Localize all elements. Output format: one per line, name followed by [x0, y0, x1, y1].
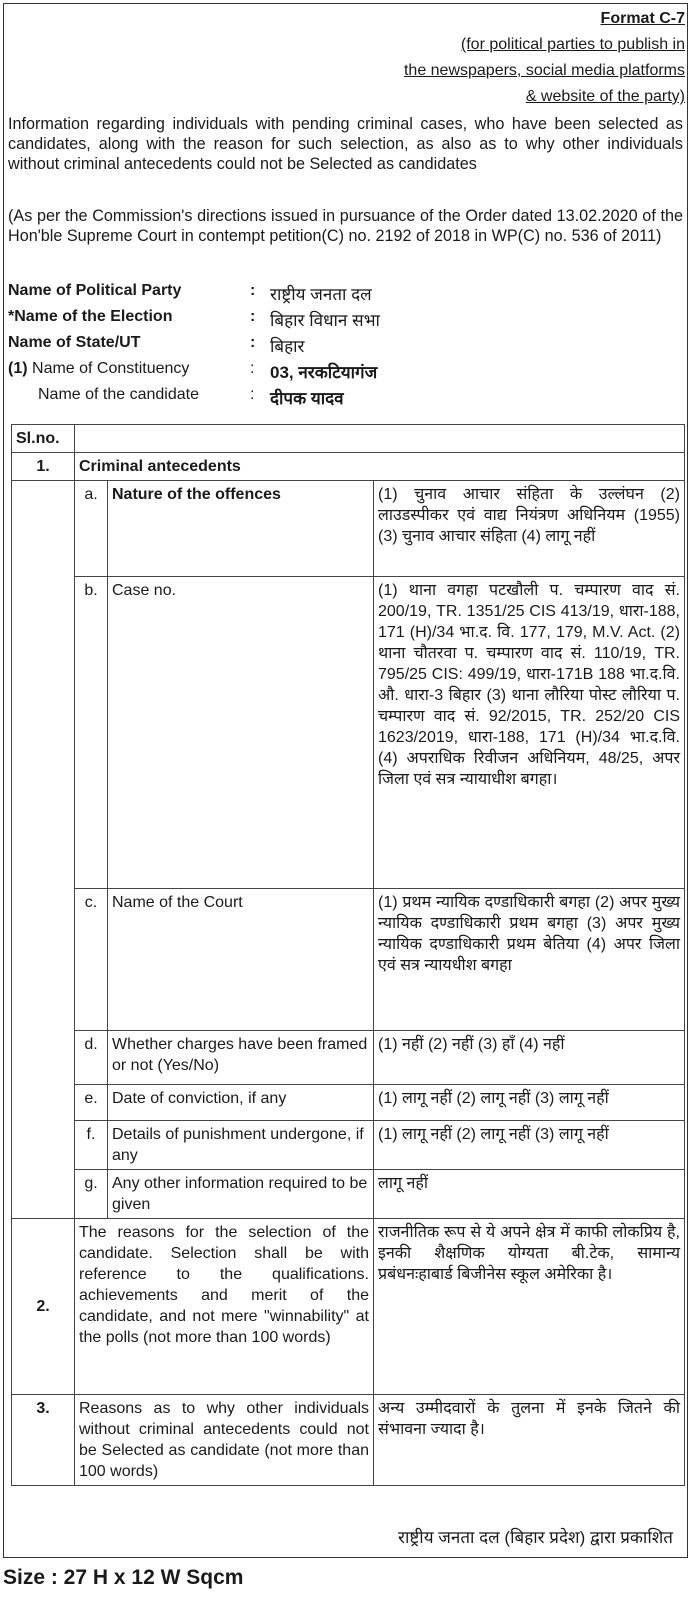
election-row: [8, 308, 608, 334]
section-3-value: अन्य उम्मीदवारों के तुलना में इनके जितने की संभावना ज्यादा है।: [374, 1395, 685, 1486]
candidate-value: दीपक यादव: [270, 389, 344, 408]
table-row: [12, 577, 685, 889]
candidate-row: [8, 386, 608, 412]
constituency-label: Name of Constituency: [32, 360, 190, 377]
row-label: Nature of the offences: [108, 481, 374, 577]
sl-no-header: Sl.no.: [12, 425, 75, 453]
section-3-number: 3.: [12, 1395, 75, 1486]
format-subtitle-line-2: the newspapers, social media platforms: [403, 62, 685, 79]
row-value: (1) थाना वगहा पटखौली प. चम्पारण वाद सं. 200/19, TR. 1351/25 CIS 413/19, धारा-188, 171 (H)/34 भा.द. वि. 177, 179, M.V. Act. (2) थाना चौतरवा प. चम्पारण वाद सं. 110/19, TR. 795/25 CIS: 499/19, धारा-171B 188 भा.द.वि. औ. धारा-3 बिहार (3) थाना लौरिया पोस्ट लौरिया प. चम्पारण वाद सं. 92/2015, TR. 252/20 CIS 1623/2019, धारा-188, 171 (H)/34 भा.द.वि. (4) अपराधिक रिवीजन अधिनियम, 48/25, अपर जिला एवं सत्र न्यायाधीश बगहा।: [374, 577, 685, 889]
row-letter: c.: [75, 889, 108, 1031]
section-2-row: [12, 1219, 685, 1395]
election-label: *Name of the Election: [8, 308, 173, 325]
constituency-number: (1): [8, 360, 28, 377]
table-row: [12, 889, 685, 1031]
table-header-row: [12, 425, 685, 453]
row-value: (1) प्रथम न्यायिक दण्डाधिकारी बगहा (2) अपर मुख्य न्यायिक दण्डाधिकारी प्रथम बगहा (3) अपर मुख्य न्यायिक दण्डाधिकारी प्रथम बेतिया (4) अपर जिला एवं सत्र न्यायधीश बगहा: [374, 889, 685, 1031]
section-1-blank: [12, 481, 75, 1219]
section-2-value: राजनीतिक रूप से ये अपने क्षेत्र में काफी लोकप्रिय है, इनकी शैक्षणिक योग्यता बी.टेक, सामान्य प्रबंधनःहाबार्ड बिजीनेस स्कूल अमेरिका है।: [374, 1219, 685, 1395]
election-value: बिहार विधान सभा: [270, 311, 380, 330]
row-letter: d.: [75, 1031, 108, 1085]
colon: :: [250, 360, 255, 377]
row-label: Details of punishment undergone, if any: [108, 1121, 374, 1170]
row-value: (1) चुनाव आचार संहिता के उल्लंघन (2) लाउडस्पीकर एवं वाद्य नियंत्रण अधिनियम (1955) (3) चुनाव आचार संहिता (4) लागू नहीं: [374, 481, 685, 577]
row-label: Date of conviction, if any: [108, 1085, 374, 1121]
state-label: Name of State/UT: [8, 334, 141, 351]
format-subtitle-line-3: & website of the party): [525, 88, 685, 105]
header-empty-cell: [75, 425, 685, 453]
format-title: Format C-7: [600, 10, 685, 27]
party-value: राष्ट्रीय जनता दल: [270, 285, 372, 304]
table-row: [12, 1085, 685, 1121]
row-value: लागू नहीं: [374, 1170, 685, 1219]
row-value: (1) लागू नहीं (2) लागू नहीं (3) लागू नहीं: [374, 1121, 685, 1170]
criminal-antecedents-table: [11, 424, 685, 1486]
row-label: Any other information required to be given: [108, 1170, 374, 1219]
row-label: Case no.: [108, 577, 374, 889]
published-by-footer: राष्ट्रीय जनता दल (बिहार प्रदेश) द्वारा प्रकाशित: [398, 1528, 673, 1547]
section-3-row: [12, 1395, 685, 1486]
state-row: [8, 334, 608, 360]
row-value: (1) नहीं (2) नहीं (3) हाँ (4) नहीं: [374, 1031, 685, 1085]
section-1-title: Criminal antecedents: [75, 453, 685, 481]
row-label: Whether charges have been framed or not (Yes/No): [108, 1031, 374, 1085]
section-2-number: 2.: [12, 1219, 75, 1395]
colon: :: [250, 334, 256, 351]
section-1-number: 1.: [12, 453, 75, 481]
state-value: बिहार: [270, 337, 305, 356]
section-3-label: Reasons as to why other individuals without criminal antecedents could not be Selected as candidate (not more than 100 words): [75, 1395, 374, 1486]
candidate-label: Name of the candidate: [38, 386, 199, 403]
constituency-value: 03, नरकटियागंज: [270, 363, 378, 382]
section-2-label: The reasons for the selection of the candidate. Selection shall be with reference to the qualifications. achievements and merit of the candidate, and not mere "winnability" at the polls (not more than 100 words): [75, 1219, 374, 1395]
colon: :: [250, 308, 256, 325]
table-row: [12, 1031, 685, 1085]
row-label: Name of the Court: [108, 889, 374, 1031]
row-letter: b.: [75, 577, 108, 889]
intro-paragraph: Information regarding individuals with pending criminal cases, who have been selected as candidates, along with the reason for such selection, as also as to why other individuals without criminal antecedents could not be Selected as candidates: [8, 115, 683, 173]
row-letter: f.: [75, 1121, 108, 1170]
party-label: Name of Political Party: [8, 282, 182, 299]
ad-size-label: Size : 27 H x 12 W Sqcm: [3, 1566, 244, 1589]
colon: :: [250, 282, 256, 299]
section-1-row: [12, 453, 685, 481]
table-row: [12, 481, 685, 577]
row-letter: e.: [75, 1085, 108, 1121]
table-row: [12, 1170, 685, 1219]
row-letter: g.: [75, 1170, 108, 1219]
constituency-row: [8, 360, 608, 386]
row-letter: a.: [75, 481, 108, 577]
format-subtitle-line-1: (for political parties to publish in: [460, 36, 685, 53]
row-value: (1) लागू नहीं (2) लागू नहीं (3) लागू नहीं: [374, 1085, 685, 1121]
party-row: [8, 282, 608, 308]
directions-paragraph: (As per the Commission's directions issued in pursuance of the Order dated 13.02.2020 of the Hon'ble Supreme Court in contempt petition(C) no. 2192 of 2018 in WP(C) no. 536 of 2011): [8, 207, 683, 245]
table-row: [12, 1121, 685, 1170]
colon: :: [250, 386, 255, 403]
